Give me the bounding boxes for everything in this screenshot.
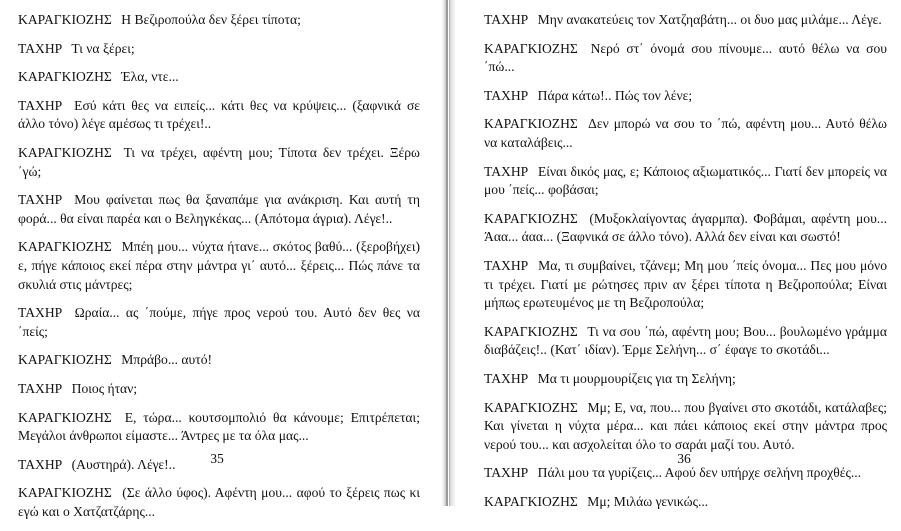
- dialogue-line: [484, 115, 887, 152]
- line-text: Μα, τι συμβαίνει, τζάνεμ; Μη μου ΄πείς όνομα... Πες μου μόνο τι τρέχει. Γιατί με ρώτησες πριν αν ξέρει τίποτα η Βεζιροπούλα; Είναι μήπως ερωτευμένος με τη Βεζιροπούλα;: [484, 257, 887, 311]
- gutter-shadow: [450, 0, 456, 506]
- gutter-line: [446, 0, 448, 506]
- speaker-name: ΚΑΡΑΓΚΙΟΖΗΣ: [18, 144, 112, 160]
- speaker-name: ΚΑΡΑΓΚΙΟΖΗΣ: [484, 323, 578, 339]
- line-text: Ποιος ήταν;: [71, 380, 138, 396]
- line-text: Η Βεζιροπούλα δεν ξέρει τίποτα;: [121, 12, 301, 27]
- speaker-name: ΚΑΡΑΓΚΙΟΖΗΣ: [18, 69, 112, 85]
- line-text: (Σε άλλο ύφος). Αφέντη μου... αφού το ξέρεις πως κι εγώ και ο Χατζατζάρης...: [18, 485, 420, 519]
- speaker-name: ΚΑΡΑΓΚΙΟΖΗΣ: [484, 210, 578, 226]
- line-text: Έλα, ντε...: [121, 69, 179, 85]
- dialogue-line: [18, 40, 420, 59]
- dialogue-line: [484, 370, 887, 389]
- line-text: (Αυστηρά). Λέγε!..: [71, 456, 176, 472]
- dialogue-line: [18, 304, 420, 341]
- speaker-name: ΚΑΡΑΓΚΙΟΖΗΣ: [18, 12, 112, 27]
- dialogue-line: [484, 399, 887, 455]
- line-text: Ε, τώρα... κουτσομπολιό θα κάνουμε; Επιτρέπεται; Μεγάλοι άνθρωποι είμαστε... Άντρες με τα όλα μας...: [18, 409, 420, 444]
- line-text: Πάλι μου τα γυρίζεις... Αφού δεν υπήρχε σελήνη προχθές...: [537, 465, 862, 481]
- dialogue-line: [18, 97, 420, 134]
- line-text: Μα τι μουρμουρίζεις για τη Σελήνη;: [537, 370, 736, 386]
- line-text: Πάρα κάτω!.. Πώς τον λένε;: [537, 87, 693, 103]
- line-text: Δεν μπορώ να σου το ΄πώ, αφέντη μου... Αυτό θέλω να καταλάβεις...: [484, 116, 887, 150]
- speaker-name: ΤΑΧΗΡ: [18, 305, 63, 321]
- line-text: Μμ; Ε, να, που... που βγαίνει στο σκοτάδι, κατάλαβες; Και γίνεται η νύχτα μέρα... και πάει κάποιος εκεί στην μάντρα προς νερού του... και ασχολείται όλο το σαράι μαζί του. Αυτό.: [484, 399, 887, 452]
- dialogue-line: [484, 493, 887, 512]
- page-number: 36: [677, 451, 691, 466]
- speaker-name: ΤΑΧΗΡ: [18, 40, 63, 56]
- speaker-name: ΤΑΧΗΡ: [18, 380, 63, 396]
- dialogue-line: [484, 210, 887, 247]
- line-text: Εσύ κάτι θες να ειπείς... κάτι θες να κρύψεις... (ξαφνικά σε άλλο τόνο) λέγε αμέσως τι τρέχει!..: [18, 97, 420, 132]
- dialogue-line: [484, 87, 887, 106]
- speaker-name: ΚΑΡΑΓΚΙΟΖΗΣ: [484, 399, 578, 415]
- speaker-name: ΚΑΡΑΓΚΙΟΖΗΣ: [18, 485, 112, 501]
- dialogue-line: [484, 257, 887, 313]
- speaker-name: ΚΑΡΑΓΚΙΟΖΗΣ: [18, 409, 112, 425]
- line-text: Τι να ξέρει;: [71, 40, 135, 56]
- dialogue-line: [18, 484, 420, 521]
- speaker-name: ΚΑΡΑΓΚΙΟΖΗΣ: [18, 239, 112, 255]
- speaker-name: ΤΑΧΗΡ: [18, 456, 63, 472]
- line-text: Μπέη μου... νύχτα ήτανε... σκότος βαθύ... (ξεροβήχει) ε, πήγε κάποιος εκεί πέρα στην μάντρα γι΄ αυτό... ξέρεις... Πώς πάνε τα σκυλιά στις μάντρες;: [18, 239, 420, 292]
- dialogue-line: [18, 68, 420, 87]
- line-text: Τι να σου ΄πώ, αφέντη μου; Βου... βουλωμένο γράμμα διαβάζεις!.. (Κατ΄ ιδίαν). Έρμε Σελήνη... σ΄ έφαγε το σκοτάδι...: [484, 323, 888, 358]
- dialogue-line: [18, 191, 420, 228]
- dialogue-line: [18, 351, 420, 370]
- speaker-name: ΤΑΧΗΡ: [484, 257, 529, 273]
- speaker-name: ΤΑΧΗΡ: [484, 12, 529, 27]
- line-text: Μμ; Μιλάω γενικώς...: [587, 493, 709, 509]
- page-number: 35: [210, 451, 224, 466]
- speaker-name: ΤΑΧΗΡ: [18, 97, 63, 113]
- speaker-name: ΚΑΡΑΓΚΙΟΖΗΣ: [484, 40, 578, 56]
- dialogue-line: [484, 11, 887, 30]
- page-gutter: [434, 0, 467, 506]
- dialogue-line: [18, 380, 420, 399]
- dialogue-line: [18, 144, 420, 181]
- speaker-name: ΤΑΧΗΡ: [484, 465, 529, 481]
- right-page-text: [484, 11, 887, 521]
- speaker-name: ΤΑΧΗΡ: [18, 192, 63, 208]
- dialogue-line: [484, 40, 887, 77]
- line-text: Είναι δικός μας, ε; Κάποιος αξιωματικός... Γιατί δεν μπορείς να μου ΄πείς... φοβάσαι;: [484, 163, 887, 198]
- dialogue-line: [18, 238, 420, 294]
- line-text: Ωραία... ας ΄πούμε, πήγε προς νερού του. Αυτό δεν θες να ΄πείς;: [18, 305, 420, 339]
- speaker-name: ΚΑΡΑΓΚΙΟΖΗΣ: [18, 352, 112, 368]
- line-text: Μου φαίνεται πως θα ξαναπάμε για ανάκριση. Και αυτή τη φορά... θα είναι παρέα και ο Βεληγκέκας... (Απότομα άγρια). Λέγε!..: [18, 192, 420, 226]
- line-text: Νερό στ΄ όνομά σου πίνουμε... αυτό θέλω να σου ΄πώ...: [484, 40, 888, 75]
- speaker-name: ΚΑΡΑΓΚΙΟΖΗΣ: [484, 493, 578, 509]
- right-page: [467, 0, 901, 509]
- line-text: Μπράβο... αυτό!: [121, 352, 213, 368]
- line-text: Μην ανακατεύεις τον Χατζηαβάτη... οι δυο μας μιλάμε... Λέγε.: [537, 12, 882, 27]
- dialogue-line: [18, 409, 420, 446]
- dialogue-line: [18, 11, 420, 30]
- dialogue-line: [484, 323, 887, 360]
- line-text: Τι να τρέχει, αφέντη μου; Τίποτα δεν τρέχει. Ξέρω ΄γώ;: [18, 144, 420, 179]
- speaker-name: ΚΑΡΑΓΚΙΟΖΗΣ: [484, 116, 578, 132]
- left-page: [0, 0, 434, 519]
- speaker-name: ΤΑΧΗΡ: [484, 163, 529, 179]
- speaker-name: ΤΑΧΗΡ: [484, 87, 529, 103]
- dialogue-line: [484, 163, 887, 200]
- speaker-name: ΤΑΧΗΡ: [484, 370, 529, 386]
- line-text: (Μυξοκλαίγοντας άγαρμπα). Φοβάμαι, αφέντη μου... Άαα... άαα... (Ξαφνικά σε άλλο τόνο). Αλλά δεν είναι και σωστό!: [484, 210, 887, 245]
